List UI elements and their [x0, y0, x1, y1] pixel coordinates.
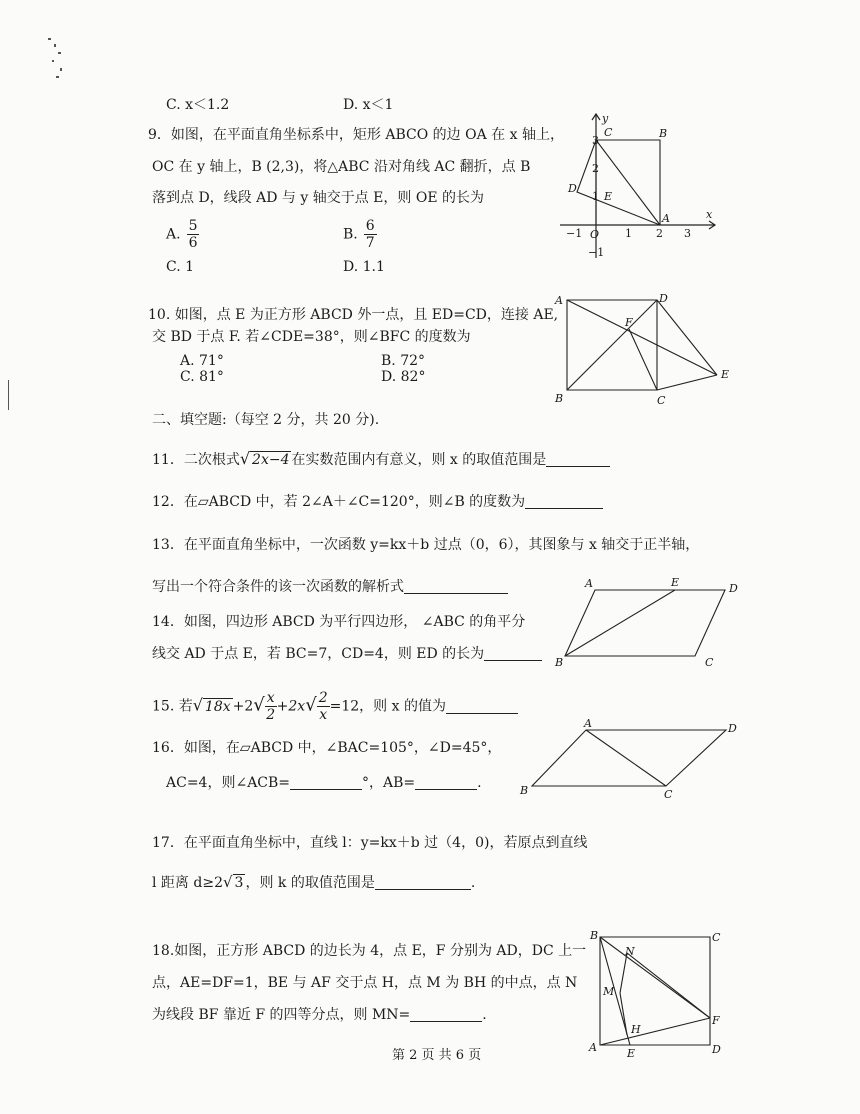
q11-radicand: 2x−4 — [252, 452, 290, 468]
q10-label-b: B — [555, 392, 564, 405]
q9-a-numerator: 5 — [188, 218, 198, 234]
q15-text: 15. 若√ 18x +2√ $\frac{x}{2}$ +2x√ $\frac{2}{x}$ =12，则 x 的值为 — [152, 690, 518, 723]
q17-answer-blank[interactable] — [375, 875, 471, 890]
q10-option-a: A. 71° — [180, 353, 224, 369]
q9-label-y: y — [602, 112, 609, 125]
page-footer: 第 2 页 共 6 页 — [392, 1048, 482, 1063]
q9-label-o: O — [590, 228, 600, 241]
q10-label-d: D — [659, 292, 668, 305]
q9-tick-y-3: 3 — [592, 134, 599, 147]
q9-label-x: x — [706, 208, 713, 221]
q9-tick-x-2: 2 — [656, 227, 663, 240]
q16-label-b: B — [520, 784, 529, 797]
q16-line1: 16．如图，在▱ABCD 中，∠BAC=105°，∠D=45°， — [152, 740, 502, 756]
q9-tick-x-1: 1 — [625, 227, 632, 240]
q9-figure — [560, 110, 720, 270]
q9-option-a: A. $\frac{5}{6}$ — [166, 218, 198, 251]
q15-answer-blank[interactable] — [446, 699, 518, 714]
q9-option-b: B. $\frac{6}{7}$ — [343, 218, 375, 251]
section-heading: 二、填空题:（每空 2 分，共 20 分). — [152, 412, 380, 428]
q13-line2: 写出一个符合条件的该一次函数的解析式 — [152, 578, 508, 596]
q9-line1: 9．如图，在平面直角坐标系中，矩形 ABCO 的边 OA 在 x 轴上， — [148, 127, 564, 143]
q9-label-a: A — [662, 212, 670, 225]
q10-figure — [555, 290, 735, 415]
q14-line2: 线交 AD 于点 E，若 BC=7，CD=4，则 ED 的长为 — [152, 645, 542, 663]
q9-label-c: C — [604, 126, 613, 139]
q14-label-a: A — [585, 577, 593, 590]
q18-line1: 18.如图，正方形 ABCD 的边长为 4，点 E，F 分别为 AD，DC 上一 — [152, 943, 587, 959]
q14-line1: 14．如图，四边形 ABCD 为平行四边形， ∠ABC 的角平分 — [152, 614, 526, 630]
q9-tick-x-neg1: −1 — [566, 227, 583, 240]
q10-label-c: C — [657, 394, 666, 407]
q10-line2: 交 BD 于点 F. 若∠CDE=38°，则∠BFC 的度数为 — [152, 329, 471, 345]
q13-answer-blank[interactable] — [404, 579, 508, 594]
q9-line3: 落到点 D，线段 AD 与 y 轴交于点 E，则 OE 的长为 — [152, 190, 484, 206]
q10-option-c: C. 81° — [180, 369, 224, 385]
q16-line2: AC=4，则∠ACB= °，AB= . — [166, 775, 482, 791]
q18-line2: 点，AE=DF=1，BE 与 AF 交于点 H，点 M 为 BH 的中点，点 N — [152, 975, 578, 991]
q18-label-n: N — [625, 945, 635, 958]
q16-label-d: D — [728, 722, 737, 735]
q14-label-c: C — [705, 656, 714, 669]
q10-label-a: A — [555, 294, 563, 307]
q9-b-denominator: 7 — [365, 235, 375, 251]
q12-text: 12．在▱ABCD 中，若 2∠A＋∠C=120°，则∠B 的度数为 — [152, 493, 603, 511]
q10-label-f: F — [625, 316, 633, 329]
q18-line3: 为线段 BF 靠近 F 的四等分点，则 MN= . — [152, 1007, 487, 1023]
q10-line1: 10. 如图，点 E 为正方形 ABCD 外一点，且 ED=CD，连接 AE, — [148, 307, 559, 323]
q17-line2: l 距离 d≥2√ 3 ，则 k 的取值范围是 . — [152, 873, 476, 891]
q9-label-e: E — [604, 190, 613, 203]
option-c-prev: C. x＜1.2 — [166, 97, 230, 113]
q18-label-f: F — [712, 1014, 720, 1027]
q9-a-denominator: 6 — [188, 235, 198, 251]
q18-label-e: E — [627, 1047, 636, 1060]
option-d-prev: D. x＜1 — [343, 97, 394, 113]
q18-label-d: D — [712, 1043, 721, 1056]
q16-figure — [520, 717, 750, 801]
q18-label-h: H — [631, 1023, 641, 1036]
q9-tick-y-neg1: −1 — [588, 246, 605, 259]
q10-label-e: E — [721, 368, 730, 381]
q18-label-m: M — [603, 985, 615, 998]
q16-answer-blank-acb[interactable] — [290, 775, 362, 790]
q9-tick-y-1: 1 — [592, 190, 599, 203]
q14-answer-blank[interactable] — [484, 646, 542, 661]
q14-label-b: B — [555, 656, 564, 669]
q16-label-a: A — [584, 717, 592, 730]
q18-figure — [585, 925, 725, 1060]
q17-line1: 17．在平面直角坐标中，直线 l：y=kx＋b 过（4，0)，若原点到直线 — [152, 835, 588, 851]
q9-b-numerator: 6 — [365, 218, 375, 234]
q10-option-b: B. 72° — [381, 353, 426, 369]
q9-label-d: D — [568, 182, 577, 195]
q14-label-d: D — [729, 582, 738, 595]
q9-tick-x-3: 3 — [684, 227, 691, 240]
q14-figure — [555, 578, 745, 673]
q9-option-d: D. 1.1 — [343, 259, 385, 275]
q13-line1: 13．在平面直角坐标中，一次函数 y=kx＋b 过点（0，6），其图象与 x 轴交于正半轴， — [152, 537, 700, 553]
q11-text: 11．二次根式√ 2x−4 在实数范围内有意义，则 x 的取值范围是 — [152, 450, 610, 469]
q18-answer-blank[interactable] — [410, 1007, 482, 1022]
q9-label-b: B — [659, 127, 668, 140]
q11-answer-blank[interactable] — [546, 452, 610, 467]
q18-label-a: A — [589, 1041, 597, 1054]
q16-label-c: C — [664, 788, 673, 801]
q16-answer-blank-ab[interactable] — [415, 775, 477, 790]
q10-option-d: D. 82° — [381, 369, 426, 385]
q9-option-c: C. 1 — [166, 259, 195, 275]
q9-line2: OC 在 y 轴上，B (2,3)，将△ABC 沿对角线 AC 翻折，点 B — [152, 159, 531, 175]
q18-label-b: B — [590, 929, 599, 942]
q12-answer-blank[interactable] — [525, 494, 603, 509]
q14-label-e: E — [671, 576, 680, 589]
q9-tick-y-2: 2 — [592, 162, 599, 175]
q18-label-c: C — [712, 931, 721, 944]
